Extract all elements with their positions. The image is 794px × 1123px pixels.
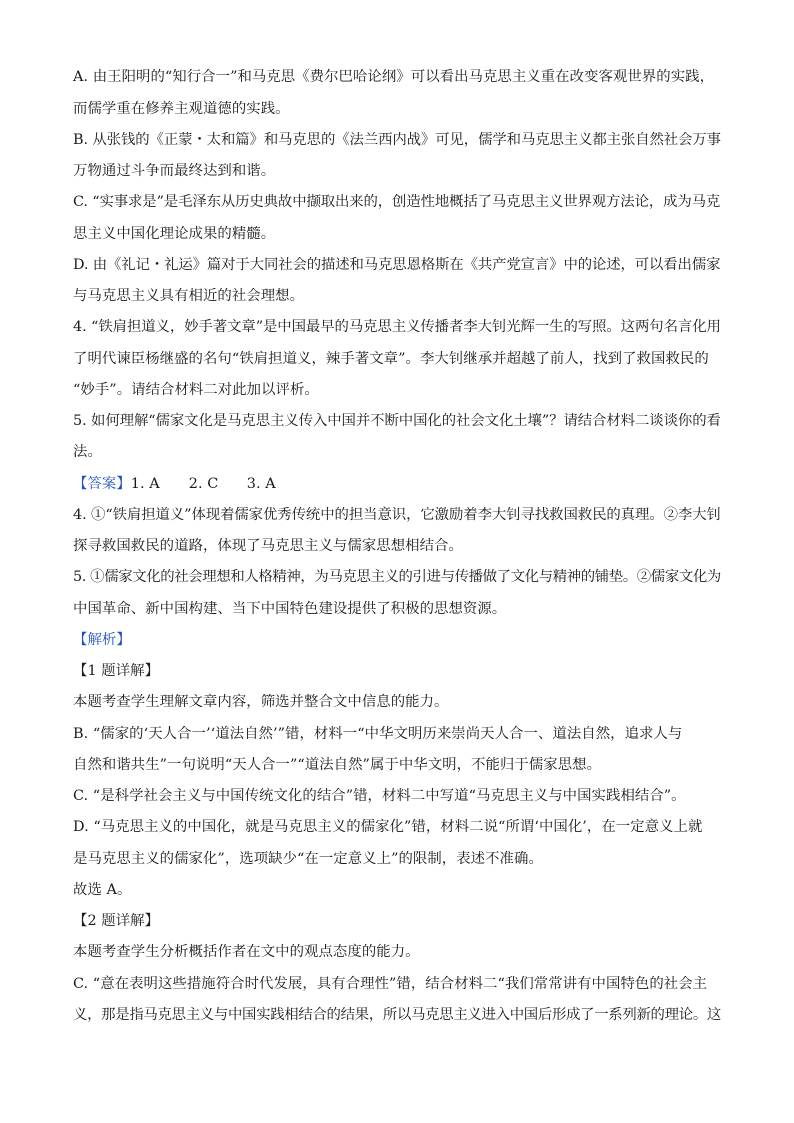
question-5-line-2: 法。 [73,444,102,460]
option-b-line-1: B. 从张钱的《正蒙・太和篇》和马克思的《法兰西内战》可见，儒学和马克思主义都主张自然社会万事 [73,132,721,148]
answer-line [73,474,723,494]
question-5-line-1: 5. 如何理解“儒家文化是马克思主义传入中国并不断中国化的社会文化土壤”？请结合材料二谈谈你的看 [73,413,721,429]
answer-4-line-1: 4. ①“铁肩担道义”体现着儒家优秀传统中的担当意识，它激励着李大钊寻找救国救民的真理。②李大钊 [73,507,721,523]
question-4-line-2: 了明代谏臣杨继盛的名句“铁肩担道义，辣手著文章”。李大钊继承并超越了前人，找到了救国救民的 [73,351,709,367]
section-1-c-line: C. “是科学社会主义与中国传统文化的结合”错，材料二中写道“马克思主义与中国实践相结合”。 [73,788,686,804]
section-1-choice: 故选 A。 [73,882,132,898]
option-d-line-2: 与马克思主义具有相近的社会理想。 [73,288,305,304]
section-2-c-line-2: 义，那是指马克思主义与中国实践相结合的结果，所以马克思主义进入中国后形成了一系列新的理论。这 [73,1007,721,1023]
section-2-c-line-1: C. “意在表明这些措施符合时代发展，具有合理性”错，结合材料二“我们常常讲有中国特色的社会主 [73,976,708,992]
section-1-intro: 本题考查学生理解文章内容，筛选并整合文中信息的能力。 [73,694,449,710]
option-c-line-1: C. “实事求是”是毛泽东从历史典故中撷取出来的，创造性地概括了马克思主义世界观方法论，成为马克 [73,194,721,210]
answer-5-line-1: 5. ①儒家文化的社会理想和人格精神，为马克思主义的引进与传播做了文化与精神的铺垫。②儒家文化为 [73,569,721,585]
section-1-d-line-2: 是马克思主义的儒家化”，选项缺少“在一定意义上”的限制，表述不准确。 [73,851,543,867]
section-2-intro: 本题考查学生分析概括作者在文中的观点态度的能力。 [73,944,420,960]
answer-tag: 【答案】 [73,476,131,492]
question-4-line-1: 4. “铁肩担道义，妙手著文章”是中国最早的马克思主义传播者李大钊光辉一生的写照。这两句名言化用 [73,319,721,335]
option-a-line-2: 而儒学重在修养主观道德的实践。 [73,101,290,117]
section-2-heading: 【2 题详解】 [73,913,160,929]
option-d-line-1: D. 由《礼记・礼运》篇对于大同社会的描述和马克思恩格斯在《共产党宣言》中的论述，可以看出儒家 [73,257,721,273]
section-1-heading: 【1 题详解】 [73,663,160,679]
section-1-d-line-1: D. “马克思主义的中国化，就是马克思主义的儒家化”错，材料二说“所谓‘中国化’，在一定意义上就 [73,819,703,835]
option-c-line-2: 思主义中国化理论成果的精髓。 [73,226,276,242]
section-1-b-line-1: B. “儒家的‘天人合一’‘道法自然’”错，材料一“中华文明历来崇尚天人合一、道法自然，追求人与 [73,726,683,742]
option-a-line-1: A. 由王阳明的“知行合一”和马克思《费尔巴哈论纲》可以看出马克思主义重在改变客观世界的实践， [73,69,715,85]
section-1-b-line-2: 自然和谐共生”一句说明“天人合一”“道法自然”属于中华文明，不能归于儒家思想。 [73,757,602,773]
analysis-tag: 【解析】 [73,632,131,648]
option-b-line-2: 万物通过斗争而最终达到和谐。 [73,163,276,179]
answer-item-2: 2. C [188,476,219,492]
answer-4-line-2: 探寻救国救民的道路，体现了马克思主义与儒家思想相结合。 [73,538,463,554]
answer-item-1: 1. A [130,476,160,492]
question-4-line-3: “妙手”。请结合材料二对此加以评析。 [73,382,319,398]
answer-5-line-2: 中国革命、新中国构建、当下中国特色建设提供了积极的思想资源。 [73,601,507,617]
answer-item-3: 3. A [246,476,276,492]
